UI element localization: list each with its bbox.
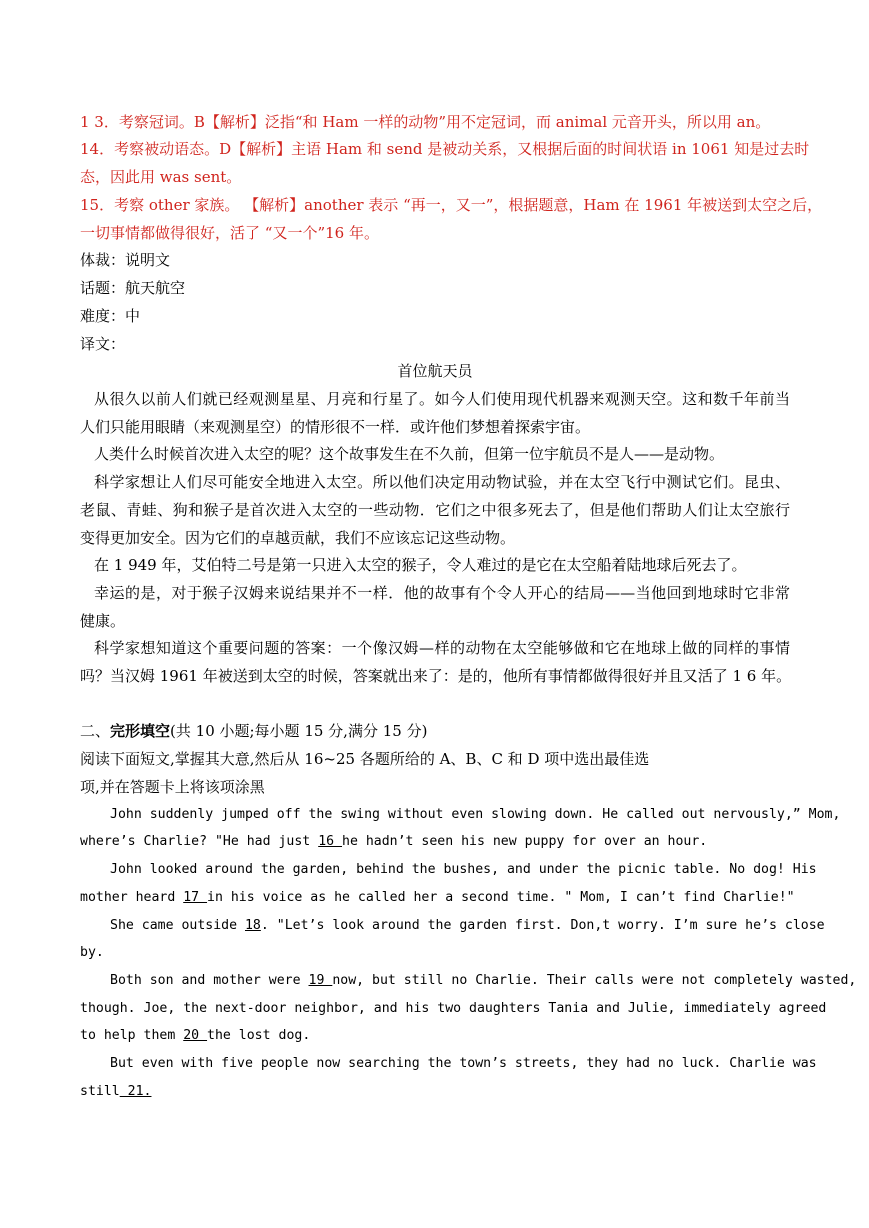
blank-16: 16 <box>318 834 343 849</box>
translation-p1-line2: 人们只能用眼睛（来观测星空）的情形很不一样．或许他们梦想着探索宇宙。 <box>80 418 591 436</box>
passage-p3-line1 <box>110 916 825 936</box>
section-heading-suffix: (共 10 小题;每小题 15 分,满分 15 分) <box>170 722 428 740</box>
passage-text: where’s Charlie? "He had just <box>80 834 319 849</box>
translation-p4: 在 1 949 年，艾伯特二号是第一只进入太空的猴子，令人难过的是它在太空船着陆地球后死去了。 <box>94 556 747 574</box>
answer-13: 1 3．考察冠词。B【解析】泛指“和 Ham 一样的动物”用不定冠词，而 animal 元音开头，所以用 an。 <box>80 113 771 131</box>
passage-text: Both son and mother were <box>110 973 309 988</box>
passage-text: . "Let’s look around the garden first. Don,t worry. I’m sure he’s close <box>260 918 825 933</box>
translation-p1-line1: 从很久以前人们就已经观测星星、月亮和行星了。如今人们使用现代机器来观测天空。这和数千年前当 <box>94 390 790 408</box>
translation-p3-line2: 老鼠、青蛙、狗和猴子是首次进入太空的一些动物．它们之中很多死去了，但是他们帮助人们让太空旅行 <box>80 501 790 519</box>
blank-19: 19 <box>308 973 333 988</box>
answer-15-line1: 15．考察 other 家族。 【解析】another 表示 “再一，又一”，根据题意，Ham 在 1961 年被送到太空之后， <box>80 196 823 214</box>
passage-text: now, but still no Charlie. Their calls were not completely wasted, <box>332 973 857 988</box>
passage-p1-line1: John suddenly jumped off the swing without even slowing down. He called out nervously,” Mom, <box>110 807 841 822</box>
passage-text: he hadn’t seen his new puppy for over an hour. <box>342 834 708 849</box>
passage-p4-line3 <box>80 1026 790 1046</box>
translation-p2: 人类什么时候首次进入太空的呢？这个故事发生在不久前，但第一位宇航员不是人——是动物。 <box>94 445 725 463</box>
translation-p6-line1: 科学家想知道这个重要问题的答案：一个像汉姆—样的动物在太空能够做和它在地球上做的同样的事情 <box>94 639 790 657</box>
passage-text: still <box>80 1084 120 1099</box>
section-heading <box>80 721 790 741</box>
answer-14-line1: 14．考察被动语态。D【解析】主语 Ham 和 send 是被动关系，又根据后面的时间状语 in 1061 知是过去时 <box>80 140 810 158</box>
passage-text: in his voice as he called her a second time. " Mom, I can’t find Charlie!" <box>207 890 795 905</box>
translation-p5-line1: 幸运的是，对于猴子汉姆来说结果并不一样．他的故事有个令人开心的结局——当他回到地球时它非常 <box>94 584 790 602</box>
passage-p2-line2 <box>80 888 795 908</box>
passage-text: the lost dog. <box>207 1028 311 1043</box>
answer-14-line2: 态，因此用 was sent。 <box>80 168 242 186</box>
genre-label: 体裁：说明文 <box>80 251 171 269</box>
passage-text: mother heard <box>80 890 184 905</box>
translation-p6-line2: 吗？当汉姆 1961 年被送到太空的时候，答案就出来了：是的，他所有事情都做得很好并且又活了 1 6 年。 <box>80 667 792 685</box>
section-instruction-line2: 项,并在答题卡上将该项涂黑 <box>80 778 265 796</box>
translation-p5-line2: 健康。 <box>80 612 126 630</box>
passage-p4-line2: though. Joe, the next-door neighbor, and his two daughters Tania and Julie, immediately agreed <box>80 1001 827 1016</box>
blank-18: 18 <box>244 918 261 933</box>
passage-text: to help them <box>80 1028 184 1043</box>
passage-p2-line1: John looked around the garden, behind the bushes, and under the picnic table. No dog! His <box>110 862 817 877</box>
passage-p4-line1 <box>110 971 857 991</box>
passage-p1-line2 <box>80 832 790 852</box>
section-instruction-line1: 阅读下面短文,掌握其大意,然后从 16~25 各题所给的 A、B、C 和 D 项中选出最佳选 <box>80 750 650 768</box>
translation-label: 译文： <box>80 335 126 353</box>
translation-p3-line3: 变得更加安全。因为它们的卓越贡献，我们不应该忘记这些动物。 <box>80 529 516 547</box>
blank-20: 20 <box>183 1028 208 1043</box>
passage-p5-line2 <box>80 1082 790 1102</box>
translation-title: 首位航天员 <box>397 362 473 380</box>
section-heading-title: 完形填空 <box>110 722 171 740</box>
passage-p5-line1: But even with five people now searching the town’s streets, they had no luck. Charlie was <box>110 1056 817 1071</box>
blank-17: 17 <box>183 890 208 905</box>
answer-15-line2: 一切事情都做得很好，活了 “又一个”16 年。 <box>80 224 379 242</box>
topic-label: 话题：航天航空 <box>80 279 186 297</box>
passage-text: She came outside <box>110 918 245 933</box>
difficulty-label: 难度：中 <box>80 307 141 325</box>
section-heading-prefix: 二、 <box>80 722 111 740</box>
passage-p3-line2: by. <box>80 945 104 960</box>
blank-21: 21. <box>119 1084 152 1099</box>
translation-p3-line1: 科学家想让人们尽可能安全地进入太空。所以他们决定用动物试验，并在太空飞行中测试它们。昆虫、 <box>94 473 790 491</box>
